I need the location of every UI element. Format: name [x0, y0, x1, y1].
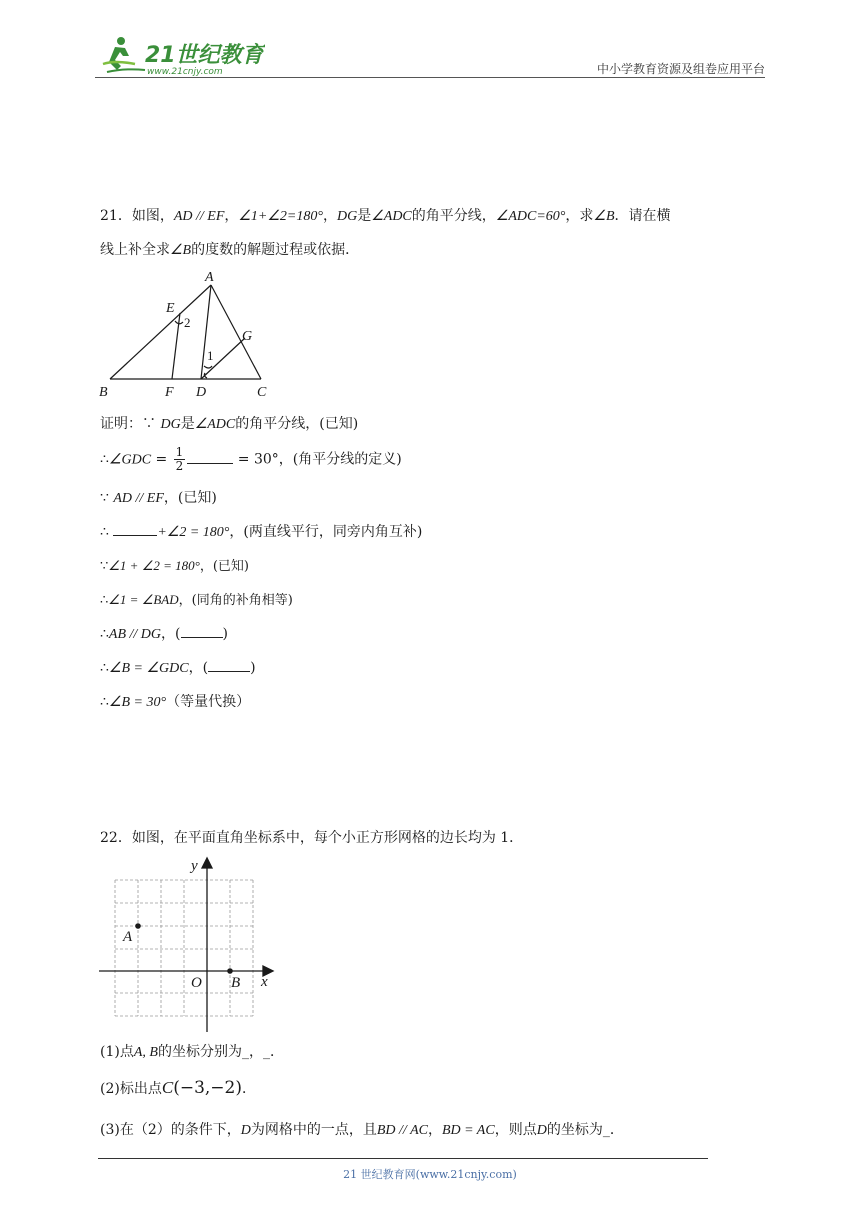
- answer-blank[interactable]: [113, 523, 157, 536]
- q21-number: 21．: [100, 208, 132, 224]
- text: (2)标出点: [100, 1081, 162, 1097]
- math: D: [536, 1123, 547, 1138]
- proof-step-3: [100, 488, 217, 509]
- math: AD // EF: [173, 209, 225, 224]
- math: AB // DG: [108, 627, 162, 642]
- label-C: C: [257, 385, 267, 400]
- text: ∵: [100, 490, 114, 506]
- label-y: y: [191, 858, 198, 874]
- math: +∠2 = 180°: [157, 525, 230, 540]
- text: ∴: [100, 660, 109, 676]
- text: ，(角平分线的定义): [278, 451, 402, 468]
- denominator: 2: [175, 459, 184, 473]
- text: ，求: [565, 208, 594, 224]
- math: D: [240, 1123, 251, 1138]
- proof-step-2: [100, 446, 402, 473]
- text: 是: [180, 416, 195, 432]
- text: ，(: [188, 660, 209, 676]
- text: （等量代换）: [166, 694, 251, 710]
- text: ，: [224, 208, 239, 224]
- text: ，(已知): [163, 490, 217, 506]
- math: ∠1 = ∠BAD: [108, 592, 179, 607]
- segment-AC: [211, 285, 261, 379]
- label-A: A: [205, 270, 214, 285]
- answer-blank[interactable]: [208, 659, 250, 672]
- answer-blank[interactable]: [187, 451, 233, 464]
- text: ，则点: [494, 1122, 537, 1138]
- math: BD // AC: [376, 1123, 428, 1138]
- text: 如图，在平面直角坐标系中，每个小正方形网格的边长均为 1．: [131, 830, 524, 846]
- proof-step-7: [100, 624, 228, 645]
- proof-step-5: [100, 556, 249, 577]
- q22-part-3: [100, 1120, 624, 1141]
- math: A, B: [133, 1045, 158, 1060]
- math: DG: [160, 417, 181, 432]
- label-angle-2: 2: [184, 315, 191, 330]
- text: ): [222, 626, 228, 642]
- text: 的坐标分别为_，_．: [157, 1044, 284, 1060]
- math: ∠ADC: [371, 209, 412, 224]
- logo: [95, 34, 265, 78]
- label-F: F: [165, 385, 174, 400]
- segment-BA: [110, 285, 211, 379]
- logo-url: www.21cnjy.com: [147, 67, 223, 77]
- label-angle-1: 1: [207, 348, 214, 363]
- text: ，(同角的补角相等): [178, 593, 293, 608]
- text: ，: [322, 208, 337, 224]
- text: ∵: [100, 559, 109, 574]
- text: 的度数的解题过程或依据．: [191, 242, 360, 258]
- logo-text: 21世纪教育: [145, 43, 264, 68]
- label-G: G: [242, 329, 253, 344]
- text: ，(: [161, 626, 181, 642]
- proof-step-9: [100, 692, 250, 713]
- q21-line1: [100, 206, 671, 227]
- header-site-name: 中小学教育资源及组卷应用平台: [596, 62, 765, 76]
- q22-part-2: [100, 1078, 256, 1099]
- label-E: E: [166, 301, 175, 316]
- text: =: [151, 451, 172, 468]
- text: ∴: [100, 626, 109, 642]
- text: 如图，: [131, 208, 174, 224]
- label-D: D: [196, 385, 207, 400]
- y-axis-arrow-icon: [202, 858, 212, 868]
- answer-blank[interactable]: [181, 625, 223, 638]
- math: BD = AC: [441, 1123, 495, 1138]
- math: ∠B: [170, 243, 192, 258]
- footer-text: 21 世纪教育网(www.21cnjy.com): [343, 1168, 517, 1181]
- math: ∠ADC: [194, 417, 236, 432]
- text: ): [250, 660, 256, 676]
- text: ∴: [100, 694, 109, 710]
- text: ，(两直线平行，同旁内角互补): [229, 524, 423, 540]
- text: 的角平分线，: [411, 208, 496, 224]
- runner-icon: [103, 37, 145, 72]
- math: ∠1+∠2=180°: [238, 209, 323, 224]
- text: ，: [427, 1122, 442, 1138]
- math: ∠B = ∠GDC: [108, 661, 189, 676]
- label-x: x: [261, 974, 268, 990]
- point-B: [227, 968, 233, 974]
- math: ∠B: [593, 209, 615, 224]
- footer-divider: [98, 1158, 708, 1159]
- q22-coordinate-grid: [95, 852, 285, 1034]
- grid-lines: [115, 880, 253, 1016]
- text: 的坐标为_．: [546, 1122, 624, 1138]
- q21-triangle-figure: [95, 266, 285, 400]
- text: ∴: [100, 524, 114, 540]
- math: DG: [336, 209, 358, 224]
- text: = 30°: [233, 451, 279, 468]
- q21-line2: [100, 240, 359, 261]
- text: 为网格中的一点，且: [250, 1122, 377, 1138]
- text: 线上补全求: [100, 242, 170, 258]
- text: ，(已知): [199, 559, 249, 574]
- label-O: O: [191, 975, 202, 991]
- math: AD // EF: [113, 491, 164, 506]
- point-A: [135, 923, 141, 929]
- proof-step-4: [100, 522, 422, 543]
- page-header: [95, 34, 765, 78]
- segment-AD: [201, 285, 211, 379]
- numerator: 1: [175, 445, 184, 459]
- label-B: B: [231, 975, 241, 991]
- math: ∠ADC=60°: [495, 209, 566, 224]
- math: ∠B = 30°: [108, 695, 167, 710]
- text: 是: [357, 208, 372, 224]
- proof-step-8: [100, 658, 256, 679]
- proof-step-1: [100, 414, 358, 435]
- text: (1)点: [100, 1044, 134, 1060]
- math: ∠1 + ∠2 = 180°: [108, 558, 200, 573]
- proof-step-6: [100, 590, 293, 611]
- text: (3)在（2）的条件下，: [100, 1122, 241, 1138]
- fraction-one-half: [174, 446, 186, 473]
- text: ∴: [100, 593, 109, 608]
- q22-intro: [100, 828, 523, 848]
- math: (−3,−2): [173, 1078, 242, 1098]
- math: C: [161, 1078, 174, 1097]
- text: ．请在横: [614, 208, 671, 224]
- math: ∠GDC: [108, 452, 152, 468]
- label-A: A: [123, 929, 133, 945]
- header-divider: [95, 77, 765, 78]
- q22-number: 22．: [100, 830, 132, 846]
- q22-part-1: [100, 1042, 284, 1063]
- text: ．: [241, 1081, 256, 1097]
- text: 证明：∵: [100, 416, 161, 432]
- text: 的角平分线，(已知): [235, 416, 359, 432]
- angle-1-arc: [204, 366, 212, 368]
- label-B: B: [99, 385, 108, 400]
- text: ∴: [100, 451, 109, 468]
